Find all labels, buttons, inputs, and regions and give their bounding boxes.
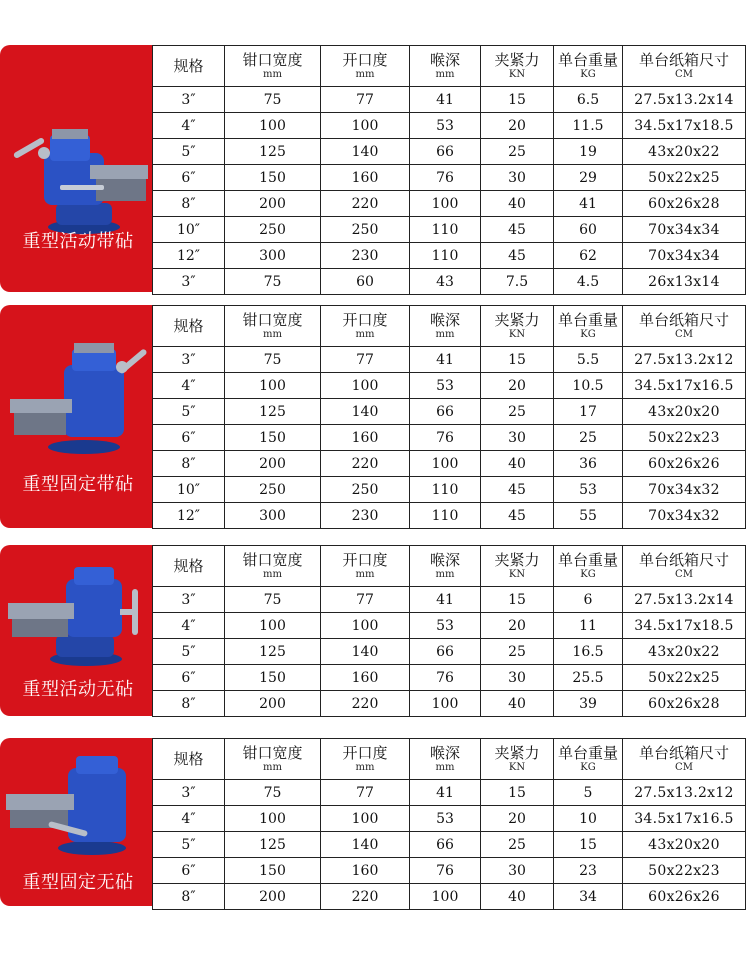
opening-cell: 220 — [321, 691, 410, 717]
clamping-force-cell: 15 — [481, 587, 554, 613]
opening-cell: 100 — [321, 806, 410, 832]
table-row — [153, 477, 746, 503]
jaw-width-cell: 150 — [225, 425, 321, 451]
table-row — [153, 503, 746, 529]
product-title: 重型活动带砧 — [22, 231, 134, 252]
spec-cell: 4″ — [153, 113, 225, 139]
opening-cell: 250 — [321, 217, 410, 243]
table-row — [153, 243, 746, 269]
jaw-width-cell: 125 — [225, 399, 321, 425]
opening-cell: 100 — [321, 613, 410, 639]
carton-size-cell: 70x34x34 — [623, 243, 746, 269]
table-row — [153, 399, 746, 425]
clamping-force-cell: 15 — [481, 347, 554, 373]
bench-vise-with-anvil-fixed-image — [4, 335, 154, 455]
header-cell: 规格 — [153, 739, 225, 780]
product-panel — [0, 738, 156, 906]
clamping-force-cell: 40 — [481, 191, 554, 217]
table-header-row — [153, 739, 746, 780]
header-cell: 夹紧力 KN — [481, 739, 554, 780]
header-cell: 喉深 mm — [410, 46, 481, 87]
carton-size-cell: 43x20x20 — [623, 399, 746, 425]
clamping-force-cell: 20 — [481, 613, 554, 639]
spec-cell: 4″ — [153, 613, 225, 639]
spec-cell: 8″ — [153, 884, 225, 910]
spec-section-swivel-anvil — [0, 45, 750, 292]
spec-cell: 5″ — [153, 639, 225, 665]
throat-depth-cell: 66 — [410, 399, 481, 425]
table-row — [153, 113, 746, 139]
spec-cell: 6″ — [153, 665, 225, 691]
weight-cell: 62 — [554, 243, 623, 269]
header-cell: 夹紧力 KN — [481, 46, 554, 87]
table-row — [153, 191, 746, 217]
product-title: 重型固定无砧 — [22, 872, 134, 893]
opening-cell: 220 — [321, 451, 410, 477]
product-title: 重型固定带砧 — [22, 474, 134, 495]
throat-depth-cell: 53 — [410, 373, 481, 399]
spec-cell: 3″ — [153, 780, 225, 806]
throat-depth-cell: 41 — [410, 587, 481, 613]
opening-cell: 140 — [321, 139, 410, 165]
weight-cell: 55 — [554, 503, 623, 529]
carton-size-cell: 50x22x23 — [623, 425, 746, 451]
weight-cell: 39 — [554, 691, 623, 717]
table-row — [153, 87, 746, 113]
clamping-force-cell: 40 — [481, 691, 554, 717]
opening-cell: 230 — [321, 503, 410, 529]
header-cell: 钳口宽度 mm — [225, 306, 321, 347]
header-cell: 单台纸箱尺寸 CM — [623, 546, 746, 587]
header-cell: 喉深 mm — [410, 546, 481, 587]
carton-size-cell: 26x13x14 — [623, 269, 746, 295]
spec-cell: 5″ — [153, 139, 225, 165]
weight-cell: 29 — [554, 165, 623, 191]
throat-depth-cell: 110 — [410, 503, 481, 529]
product-panel — [0, 545, 156, 716]
weight-cell: 25.5 — [554, 665, 623, 691]
throat-depth-cell: 110 — [410, 243, 481, 269]
spec-cell: 10″ — [153, 477, 225, 503]
weight-cell: 17 — [554, 399, 623, 425]
header-cell: 喉深 mm — [410, 739, 481, 780]
clamping-force-cell: 30 — [481, 165, 554, 191]
table-row — [153, 884, 746, 910]
clamping-force-cell: 45 — [481, 503, 554, 529]
header-cell: 规格 — [153, 46, 225, 87]
jaw-width-cell: 75 — [225, 780, 321, 806]
table-row — [153, 139, 746, 165]
spec-cell: 8″ — [153, 691, 225, 717]
opening-cell: 77 — [321, 780, 410, 806]
jaw-width-cell: 125 — [225, 139, 321, 165]
clamping-force-cell: 20 — [481, 373, 554, 399]
spec-cell: 3″ — [153, 347, 225, 373]
header-cell: 单台纸箱尺寸 CM — [623, 46, 746, 87]
carton-size-cell: 50x22x25 — [623, 165, 746, 191]
carton-size-cell: 60x26x28 — [623, 191, 746, 217]
jaw-width-cell: 250 — [225, 477, 321, 503]
opening-cell: 77 — [321, 347, 410, 373]
throat-depth-cell: 76 — [410, 665, 481, 691]
carton-size-cell: 43x20x22 — [623, 639, 746, 665]
weight-cell: 11.5 — [554, 113, 623, 139]
carton-size-cell: 34.5x17x18.5 — [623, 113, 746, 139]
carton-size-cell: 60x26x26 — [623, 884, 746, 910]
jaw-width-cell: 75 — [225, 347, 321, 373]
throat-depth-cell: 66 — [410, 832, 481, 858]
clamping-force-cell: 25 — [481, 399, 554, 425]
carton-size-cell: 70x34x34 — [623, 217, 746, 243]
opening-cell: 230 — [321, 243, 410, 269]
jaw-width-cell: 100 — [225, 806, 321, 832]
carton-size-cell: 50x22x25 — [623, 665, 746, 691]
carton-size-cell: 70x34x32 — [623, 503, 746, 529]
weight-cell: 10.5 — [554, 373, 623, 399]
spec-section-fixed-anvil — [0, 305, 750, 528]
table-row — [153, 780, 746, 806]
carton-size-cell: 34.5x17x16.5 — [623, 373, 746, 399]
header-cell: 开口度 mm — [321, 306, 410, 347]
throat-depth-cell: 53 — [410, 113, 481, 139]
carton-size-cell: 27.5x13.2x14 — [623, 87, 746, 113]
opening-cell: 60 — [321, 269, 410, 295]
clamping-force-cell: 7.5 — [481, 269, 554, 295]
weight-cell: 4.5 — [554, 269, 623, 295]
table-header-row — [153, 546, 746, 587]
header-cell: 夹紧力 KN — [481, 546, 554, 587]
throat-depth-cell: 110 — [410, 477, 481, 503]
spec-cell: 5″ — [153, 832, 225, 858]
throat-depth-cell: 66 — [410, 639, 481, 665]
header-cell: 单台纸箱尺寸 CM — [623, 739, 746, 780]
opening-cell: 100 — [321, 113, 410, 139]
header-cell: 夹紧力 KN — [481, 306, 554, 347]
throat-depth-cell: 100 — [410, 451, 481, 477]
clamping-force-cell: 25 — [481, 832, 554, 858]
spec-cell: 8″ — [153, 191, 225, 217]
header-cell: 钳口宽度 mm — [225, 739, 321, 780]
throat-depth-cell: 76 — [410, 858, 481, 884]
jaw-width-cell: 250 — [225, 217, 321, 243]
weight-cell: 19 — [554, 139, 623, 165]
header-cell: 单台重量 KG — [554, 46, 623, 87]
weight-cell: 36 — [554, 451, 623, 477]
table-row — [153, 639, 746, 665]
weight-cell: 16.5 — [554, 639, 623, 665]
table-header-row — [153, 306, 746, 347]
throat-depth-cell: 100 — [410, 884, 481, 910]
carton-size-cell: 27.5x13.2x12 — [623, 780, 746, 806]
jaw-width-cell: 125 — [225, 832, 321, 858]
clamping-force-cell: 25 — [481, 139, 554, 165]
spec-table — [152, 305, 746, 529]
product-panel — [0, 45, 156, 292]
product-panel — [0, 305, 156, 528]
opening-cell: 220 — [321, 884, 410, 910]
throat-depth-cell: 76 — [410, 425, 481, 451]
spec-cell: 3″ — [153, 587, 225, 613]
jaw-width-cell: 100 — [225, 113, 321, 139]
spec-cell: 4″ — [153, 373, 225, 399]
table-row — [153, 373, 746, 399]
table-row — [153, 269, 746, 295]
header-cell: 单台纸箱尺寸 CM — [623, 306, 746, 347]
jaw-width-cell: 75 — [225, 87, 321, 113]
table-row — [153, 347, 746, 373]
clamping-force-cell: 30 — [481, 425, 554, 451]
carton-size-cell: 60x26x28 — [623, 691, 746, 717]
opening-cell: 250 — [321, 477, 410, 503]
header-cell: 喉深 mm — [410, 306, 481, 347]
carton-size-cell: 70x34x32 — [623, 477, 746, 503]
throat-depth-cell: 66 — [410, 139, 481, 165]
header-cell: 开口度 mm — [321, 546, 410, 587]
header-cell: 单台重量 KG — [554, 739, 623, 780]
clamping-force-cell: 45 — [481, 243, 554, 269]
jaw-width-cell: 150 — [225, 165, 321, 191]
weight-cell: 10 — [554, 806, 623, 832]
clamping-force-cell: 40 — [481, 884, 554, 910]
jaw-width-cell: 200 — [225, 451, 321, 477]
header-cell: 钳口宽度 mm — [225, 546, 321, 587]
weight-cell: 60 — [554, 217, 623, 243]
opening-cell: 160 — [321, 858, 410, 884]
spec-cell: 8″ — [153, 451, 225, 477]
opening-cell: 77 — [321, 87, 410, 113]
jaw-width-cell: 150 — [225, 665, 321, 691]
carton-size-cell: 60x26x26 — [623, 451, 746, 477]
opening-cell: 100 — [321, 373, 410, 399]
table-row — [153, 665, 746, 691]
clamping-force-cell: 25 — [481, 639, 554, 665]
throat-depth-cell: 41 — [410, 347, 481, 373]
clamping-force-cell: 45 — [481, 477, 554, 503]
carton-size-cell: 50x22x23 — [623, 858, 746, 884]
bench-vise-with-anvil-swivel-image — [4, 115, 154, 235]
spec-section-fixed-no-anvil — [0, 738, 750, 906]
spec-table — [152, 545, 746, 717]
carton-size-cell: 34.5x17x18.5 — [623, 613, 746, 639]
opening-cell: 160 — [321, 165, 410, 191]
spec-table — [152, 45, 746, 295]
throat-depth-cell: 43 — [410, 269, 481, 295]
clamping-force-cell: 20 — [481, 113, 554, 139]
jaw-width-cell: 300 — [225, 503, 321, 529]
spec-cell: 10″ — [153, 217, 225, 243]
weight-cell: 41 — [554, 191, 623, 217]
table-row — [153, 858, 746, 884]
spec-cell: 4″ — [153, 806, 225, 832]
carton-size-cell: 27.5x13.2x12 — [623, 347, 746, 373]
clamping-force-cell: 15 — [481, 87, 554, 113]
throat-depth-cell: 41 — [410, 780, 481, 806]
opening-cell: 140 — [321, 639, 410, 665]
header-cell: 钳口宽度 mm — [225, 46, 321, 87]
table-row — [153, 425, 746, 451]
bench-vise-swivel-no-anvil-image — [4, 557, 154, 669]
table-row — [153, 691, 746, 717]
table-header-row — [153, 46, 746, 87]
jaw-width-cell: 75 — [225, 587, 321, 613]
header-cell: 开口度 mm — [321, 46, 410, 87]
spec-section-swivel-no-anvil — [0, 545, 750, 716]
throat-depth-cell: 76 — [410, 165, 481, 191]
weight-cell: 53 — [554, 477, 623, 503]
throat-depth-cell: 41 — [410, 87, 481, 113]
spec-cell: 6″ — [153, 425, 225, 451]
spec-cell: 3″ — [153, 87, 225, 113]
opening-cell: 160 — [321, 425, 410, 451]
spec-cell: 6″ — [153, 858, 225, 884]
header-cell: 单台重量 KG — [554, 306, 623, 347]
weight-cell: 5.5 — [554, 347, 623, 373]
spec-cell: 3″ — [153, 269, 225, 295]
carton-size-cell: 34.5x17x16.5 — [623, 806, 746, 832]
opening-cell: 220 — [321, 191, 410, 217]
jaw-width-cell: 100 — [225, 373, 321, 399]
jaw-width-cell: 200 — [225, 191, 321, 217]
jaw-width-cell: 150 — [225, 858, 321, 884]
spec-cell: 12″ — [153, 243, 225, 269]
jaw-width-cell: 200 — [225, 884, 321, 910]
opening-cell: 77 — [321, 587, 410, 613]
throat-depth-cell: 110 — [410, 217, 481, 243]
product-title: 重型活动无砧 — [22, 679, 134, 700]
jaw-width-cell: 200 — [225, 691, 321, 717]
opening-cell: 140 — [321, 832, 410, 858]
spec-cell: 6″ — [153, 165, 225, 191]
clamping-force-cell: 30 — [481, 858, 554, 884]
weight-cell: 34 — [554, 884, 623, 910]
spec-cell: 5″ — [153, 399, 225, 425]
opening-cell: 140 — [321, 399, 410, 425]
carton-size-cell: 43x20x22 — [623, 139, 746, 165]
clamping-force-cell: 40 — [481, 451, 554, 477]
header-cell: 单台重量 KG — [554, 546, 623, 587]
opening-cell: 160 — [321, 665, 410, 691]
clamping-force-cell: 45 — [481, 217, 554, 243]
throat-depth-cell: 53 — [410, 806, 481, 832]
clamping-force-cell: 30 — [481, 665, 554, 691]
carton-size-cell: 27.5x13.2x14 — [623, 587, 746, 613]
table-row — [153, 832, 746, 858]
table-row — [153, 217, 746, 243]
weight-cell: 6.5 — [554, 87, 623, 113]
weight-cell: 11 — [554, 613, 623, 639]
bench-vise-fixed-no-anvil-image — [4, 746, 154, 858]
table-row — [153, 451, 746, 477]
weight-cell: 6 — [554, 587, 623, 613]
weight-cell: 15 — [554, 832, 623, 858]
carton-size-cell: 43x20x20 — [623, 832, 746, 858]
throat-depth-cell: 100 — [410, 691, 481, 717]
header-cell: 开口度 mm — [321, 739, 410, 780]
throat-depth-cell: 100 — [410, 191, 481, 217]
header-cell: 规格 — [153, 546, 225, 587]
table-row — [153, 165, 746, 191]
jaw-width-cell: 300 — [225, 243, 321, 269]
spec-table — [152, 738, 746, 910]
throat-depth-cell: 53 — [410, 613, 481, 639]
table-row — [153, 613, 746, 639]
spec-cell: 12″ — [153, 503, 225, 529]
table-row — [153, 806, 746, 832]
clamping-force-cell: 15 — [481, 780, 554, 806]
weight-cell: 5 — [554, 780, 623, 806]
weight-cell: 23 — [554, 858, 623, 884]
jaw-width-cell: 125 — [225, 639, 321, 665]
weight-cell: 25 — [554, 425, 623, 451]
header-cell: 规格 — [153, 306, 225, 347]
jaw-width-cell: 75 — [225, 269, 321, 295]
table-row — [153, 587, 746, 613]
clamping-force-cell: 20 — [481, 806, 554, 832]
jaw-width-cell: 100 — [225, 613, 321, 639]
